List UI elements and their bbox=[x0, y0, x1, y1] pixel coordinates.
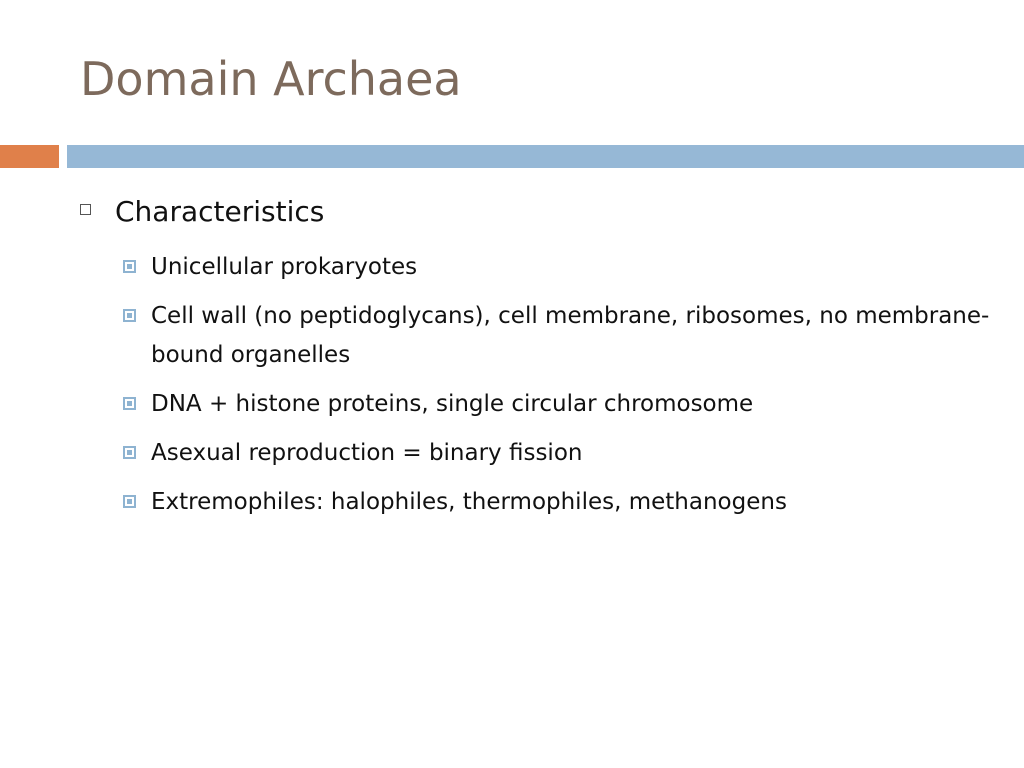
list-item bbox=[123, 250, 1003, 287]
sub-point-text: Extremophiles: halophiles, thermophiles, methanogens bbox=[151, 489, 787, 515]
list-item bbox=[123, 485, 1003, 522]
sub-bullet-list bbox=[123, 250, 1003, 534]
boxed-square-icon bbox=[123, 495, 136, 508]
boxed-square-icon bbox=[123, 260, 136, 273]
hollow-square-icon bbox=[80, 204, 91, 215]
main-point-text: Characteristics bbox=[115, 195, 325, 228]
boxed-square-icon bbox=[123, 446, 136, 459]
sub-point-text: DNA + histone proteins, single circular chromosome bbox=[151, 391, 754, 417]
sub-point-text: Unicellular prokaryotes bbox=[151, 254, 418, 280]
list-item bbox=[123, 436, 1003, 473]
sub-point-text: Asexual reproduction = binary fission bbox=[151, 440, 583, 466]
sub-point-text: Cell wall (no peptidoglycans), cell membrane, ribosomes, no membrane-bound organelles bbox=[151, 303, 990, 368]
list-item bbox=[123, 387, 1003, 424]
boxed-square-icon bbox=[123, 397, 136, 410]
bullet-level-1 bbox=[80, 192, 324, 232]
list-item bbox=[123, 299, 1003, 375]
slide-title: Domain Archaea bbox=[80, 52, 462, 106]
boxed-square-icon bbox=[123, 309, 136, 322]
